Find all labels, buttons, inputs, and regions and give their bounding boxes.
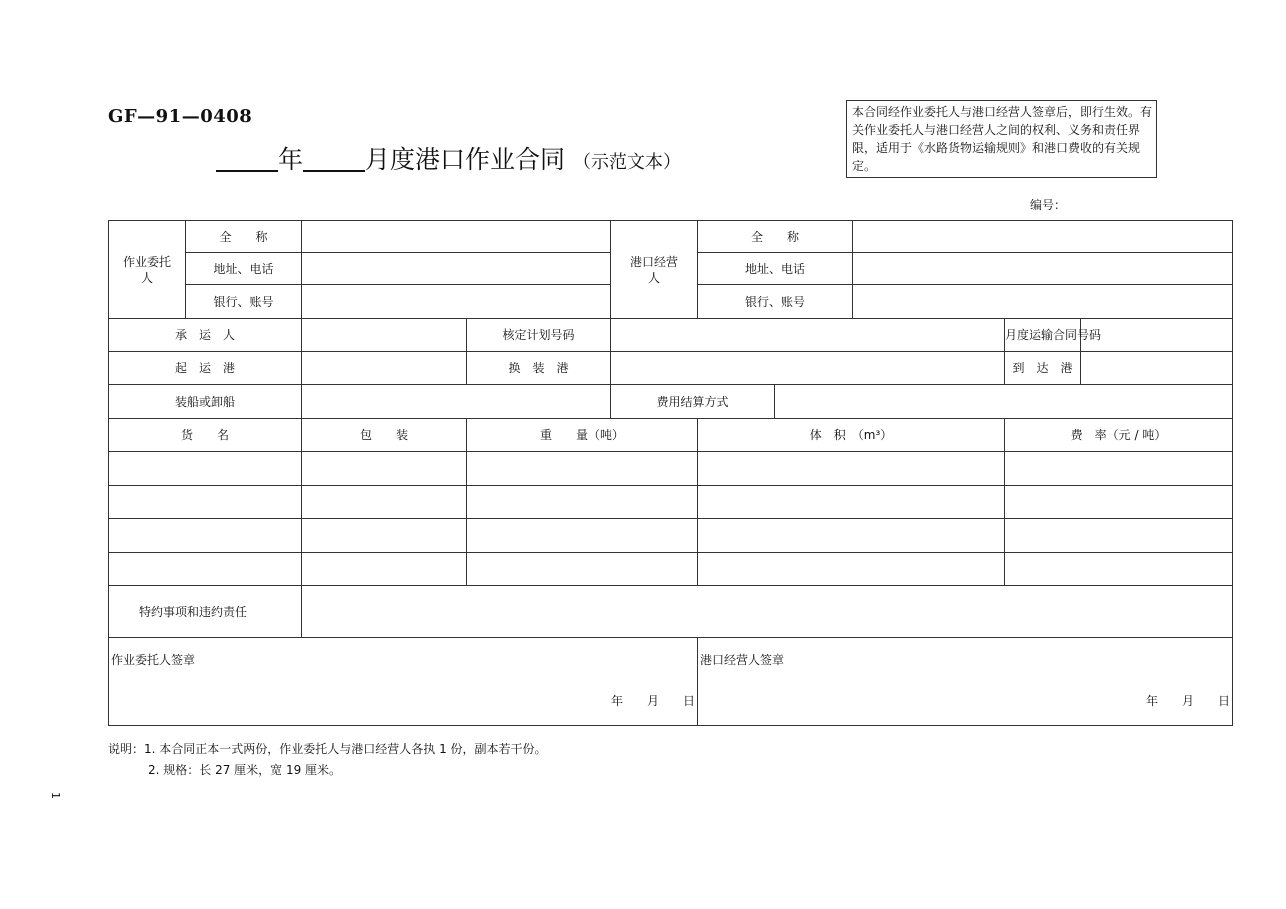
note-line-1: 说明：1. 本合同正本一式两份，作业委托人与港口经营人各执 1 份，副本若干份。 <box>108 742 547 756</box>
arrival-port-label: 到 达 港 <box>1005 352 1081 385</box>
cargo-row-2-volume[interactable] <box>698 486 1005 519</box>
operator-section-label: 港口经营人 <box>611 221 698 319</box>
cargo-row-1-name[interactable] <box>109 452 302 486</box>
packing-header: 包 装 <box>302 419 467 452</box>
client-seal-label: 作业委托人签章 <box>111 653 196 667</box>
client-bank-label: 银行、账号 <box>186 285 302 319</box>
cargo-row-4-name[interactable] <box>109 553 302 586</box>
cargo-row-4-rate[interactable] <box>1005 553 1233 586</box>
cargo-row-4-weight[interactable] <box>467 553 698 586</box>
cargo-row-2-rate[interactable] <box>1005 486 1233 519</box>
cargo-row-3-packing[interactable] <box>302 519 467 553</box>
client-full-name-label: 全 称 <box>186 221 302 253</box>
operator-full-name-label: 全 称 <box>698 221 853 253</box>
cargo-row-3-volume[interactable] <box>698 519 1005 553</box>
month-blank <box>303 144 365 172</box>
client-address-field[interactable] <box>302 253 611 285</box>
origin-port-field[interactable] <box>302 352 467 385</box>
cargo-row-1-weight[interactable] <box>467 452 698 486</box>
operator-bank-field[interactable] <box>853 285 1233 319</box>
carrier-label: 承 运 人 <box>109 319 302 352</box>
client-seal-date: 年 月 日 <box>610 694 695 708</box>
origin-port-label: 起 运 港 <box>109 352 302 385</box>
cargo-row-4-volume[interactable] <box>698 553 1005 586</box>
cargo-row-3-rate[interactable] <box>1005 519 1233 553</box>
cargo-row-2-weight[interactable] <box>467 486 698 519</box>
monthly-contract-label: 月度运输合同号码 <box>1005 319 1081 352</box>
title-sub: （示范文本） <box>573 152 682 173</box>
cargo-row-1-rate[interactable] <box>1005 452 1233 486</box>
operator-address-field[interactable] <box>853 253 1233 285</box>
operator-bank-label: 银行、账号 <box>698 285 853 319</box>
cargo-row-2-packing[interactable] <box>302 486 467 519</box>
carrier-field[interactable] <box>302 319 467 352</box>
plan-number-field[interactable] <box>611 319 1005 352</box>
cargo-row-3-weight[interactable] <box>467 519 698 553</box>
operator-full-name-field[interactable] <box>853 221 1233 253</box>
operator-seal-area[interactable] <box>698 638 1233 726</box>
cargo-row-2-name[interactable] <box>109 486 302 519</box>
settlement-label: 费用结算方式 <box>611 385 775 419</box>
note-line-2: 2. 规格：长 27 厘米，宽 19 厘米。 <box>148 763 342 777</box>
client-bank-field[interactable] <box>302 285 611 319</box>
cargo-row-4-packing[interactable] <box>302 553 467 586</box>
page-title <box>216 140 681 176</box>
serial-number-label: 编号： <box>1030 198 1067 212</box>
client-address-label: 地址、电话 <box>186 253 302 285</box>
monthly-contract-field[interactable] <box>1081 319 1233 352</box>
loading-field[interactable] <box>302 385 611 419</box>
client-seal-area[interactable] <box>109 638 698 726</box>
year-blank <box>216 144 278 172</box>
rate-header: 费 率（元 / 吨） <box>1005 419 1233 452</box>
operator-seal-date: 年 月 日 <box>1146 694 1231 708</box>
special-terms-label: 特约事项和违约责任 <box>109 586 302 638</box>
cargo-row-3-name[interactable] <box>109 519 302 553</box>
validity-notice-box: 本合同经作业委托人与港口经营人签章后，即行生效。有关作业委托人与港口经营人之间的权利、义务和责任界限，适用于《水路货物运输规则》和港口费收的有关规定。 <box>846 100 1157 178</box>
weight-header: 重 量（吨） <box>467 419 698 452</box>
client-section-label: 作业委托人 <box>109 221 186 319</box>
page-number: 1 <box>49 792 62 799</box>
transfer-port-label: 换 装 港 <box>467 352 611 385</box>
plan-number-label: 核定计划号码 <box>467 319 611 352</box>
transfer-port-field[interactable] <box>611 352 1005 385</box>
special-terms-field[interactable] <box>302 586 1233 638</box>
operator-seal-label: 港口经营人签章 <box>700 653 785 667</box>
settlement-field[interactable] <box>775 385 1233 419</box>
cargo-name-header: 货 名 <box>109 419 302 452</box>
title-year: 年 <box>278 145 304 174</box>
arrival-port-field[interactable] <box>1081 352 1233 385</box>
volume-header: 体 积 （m³） <box>698 419 1005 452</box>
client-full-name-field[interactable] <box>302 221 611 253</box>
cargo-row-1-volume[interactable] <box>698 452 1005 486</box>
form-code: GF—91—0408 <box>108 106 253 127</box>
operator-address-label: 地址、电话 <box>698 253 853 285</box>
cargo-row-1-packing[interactable] <box>302 452 467 486</box>
contract-form-table <box>108 220 1233 726</box>
title-main: 月度港口作业合同 <box>365 145 566 174</box>
loading-label: 装船或卸船 <box>109 385 302 419</box>
